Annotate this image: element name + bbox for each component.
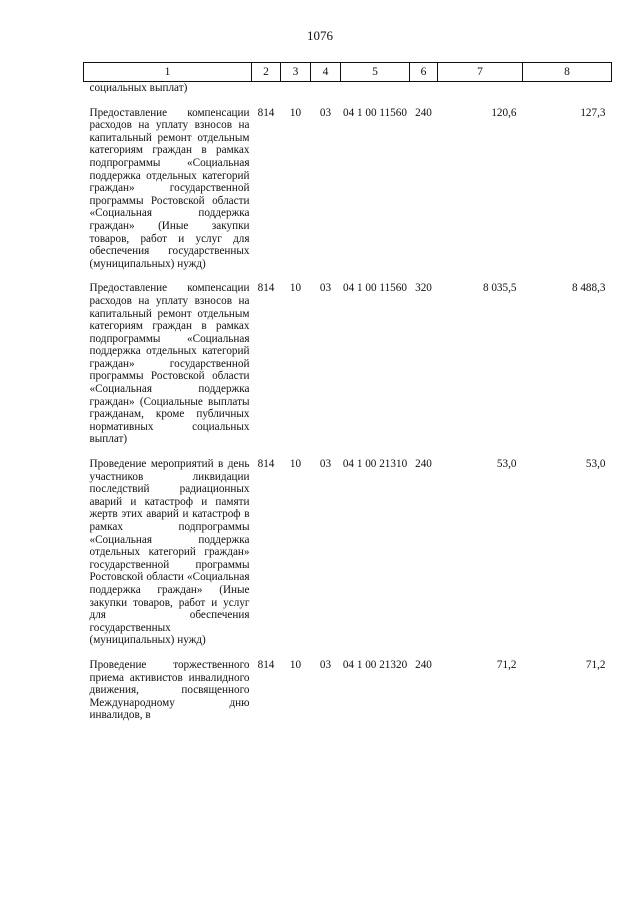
page-number: 1076 xyxy=(307,28,333,43)
amount-year-1: 71,2 xyxy=(496,658,517,671)
continuation-text: социальных выплат) xyxy=(89,82,188,94)
row-description: Предоставление компенсации расходов на уплату взносов на капитальный ремонт отдельным категориям граждан в рамках подпрограммы «Социальная поддержка отдельных категорий граждан» государственной программы Ростовской области «Социальная поддержка граждан» (Социальные выплаты гражданам, кроме публичных нормативных социальных выплат) xyxy=(89,282,250,446)
row-description: Предоставление компенсации расходов на уплату взносов на капитальный ремонт отдельным категориям граждан в рамках подпрограммы «Социальная поддержка отдельных категорий граждан» государственной программы Ростовской области «Социальная поддержка граждан» (Иные закупки товаров, работ и услуг для обеспечения государственных (муниципальных) нужд) xyxy=(89,106,250,270)
target-article-code: 04 1 00 21310 xyxy=(342,458,408,471)
column-header: 3 xyxy=(281,63,311,82)
amount-year-2: 71,2 xyxy=(585,658,606,671)
section-code: 10 xyxy=(289,106,302,119)
target-article-code: 04 1 00 11560 xyxy=(343,106,407,119)
column-header: 4 xyxy=(311,63,341,82)
column-header: 8 xyxy=(523,63,612,82)
subsection-code: 03 xyxy=(319,458,332,471)
target-article-code: 04 1 00 21320 xyxy=(342,658,408,671)
expense-type-code: 240 xyxy=(415,458,432,471)
amount-year-2: 127,3 xyxy=(580,106,606,119)
amount-year-1: 8 035,5 xyxy=(482,282,517,295)
amount-year-2: 53,0 xyxy=(585,458,606,471)
column-header: 6 xyxy=(410,63,438,82)
expense-type-code: 240 xyxy=(415,658,432,671)
ministry-code: 814 xyxy=(257,658,275,671)
table-row xyxy=(84,659,612,734)
continuation-row xyxy=(84,82,612,107)
column-header: 5 xyxy=(341,63,410,82)
section-code: 10 xyxy=(289,282,302,295)
subsection-code: 03 xyxy=(319,282,332,295)
table-row xyxy=(84,458,612,659)
table-row xyxy=(84,282,612,458)
amount-year-1: 53,0 xyxy=(496,458,517,471)
row-description: Проведение торжественного приема активистов инвалидного движения, посвященного Международному дню инвалидов, в xyxy=(89,658,250,722)
section-code: 10 xyxy=(289,658,302,671)
ministry-code: 814 xyxy=(257,106,275,119)
column-number-header-row xyxy=(84,63,612,82)
column-header: 2 xyxy=(252,63,281,82)
amount-year-1: 120,6 xyxy=(491,106,517,119)
row-description: Проведение мероприятий в день участников ликвидации последствий радиационных аварий и катастроф и памяти жертв этих аварий и катастроф в рамках подпрограммы «Социальная поддержка отдельных категорий граждан» государственной программы Ростовской области «Социальная поддержка граждан» (Иные закупки товаров, работ и услуг для обеспечения государственных (муниципальных) нужд) xyxy=(89,458,250,647)
expense-type-code: 240 xyxy=(415,106,432,119)
column-header: 1 xyxy=(84,63,252,82)
target-article-code: 04 1 00 11560 xyxy=(343,282,407,295)
budget-table xyxy=(83,62,612,734)
section-code: 10 xyxy=(289,458,302,471)
subsection-code: 03 xyxy=(319,106,332,119)
expense-type-code: 320 xyxy=(415,282,432,295)
amount-year-2: 8 488,3 xyxy=(571,282,606,295)
ministry-code: 814 xyxy=(257,458,275,471)
column-header: 7 xyxy=(438,63,523,82)
ministry-code: 814 xyxy=(257,282,275,295)
table-row xyxy=(84,107,612,283)
subsection-code: 03 xyxy=(319,658,332,671)
